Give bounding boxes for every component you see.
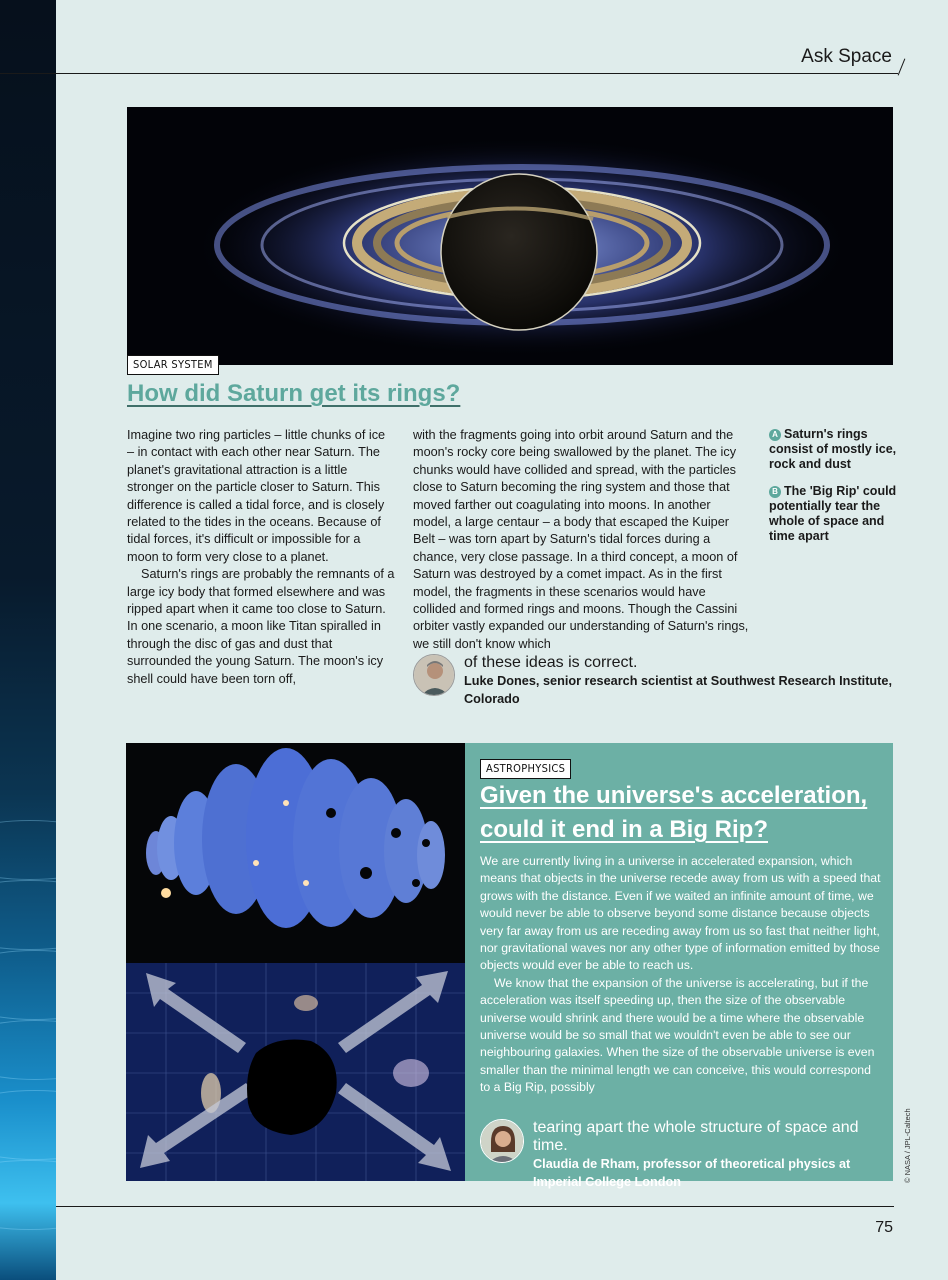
- article2-author-name: Claudia de Rham, professor of theoretical physics at Imperial College London: [533, 1157, 851, 1190]
- article2-paragraph1: We are currently living in a universe in accelerated expansion, which means that objects in the universe recede away from us with a speed that grows with the distance. Even if we waited an infinite amount of time, we would never be able to observe beyond some distance because objects very far away from us are receding away from us so fast that neither light, nor gravitational waves nor any other type of information emitted by those objects would ever be able to reach us.: [480, 854, 881, 973]
- section-title: Ask Space: [801, 46, 892, 67]
- article1-title: How did Saturn get its rings?: [127, 380, 461, 407]
- avatar-portrait-icon: [481, 1120, 524, 1163]
- big-rip-section: [126, 743, 893, 1190]
- page-number: 75: [875, 1219, 893, 1236]
- bottom-rule: [56, 1206, 894, 1207]
- article1-column1: [127, 427, 395, 688]
- captions: [769, 427, 899, 557]
- saturn-illustration: [127, 107, 893, 365]
- side-decoration: [0, 0, 56, 1280]
- caption-a-text: Saturn's rings consist of mostly ice, rock and dust: [769, 427, 897, 471]
- caption-a: [769, 427, 899, 471]
- article1-author: [413, 654, 948, 709]
- saturn-image: [127, 107, 893, 365]
- article2-paragraph2: We know that the expansion of the universe is accelerating, but if the acceleration was itself speeding up, then the size of the observable universe would shrink and there would be a time where the observable universe would be so small that we wouldn't even be able to see our neighbouring galaxies. When the size of the observable universe is even smaller than the minimal length we can conceive, this would correspond to a Big Rip, possibly: [480, 975, 875, 1095]
- article2-author: [480, 1119, 893, 1192]
- caption-a-badge: A: [769, 429, 781, 441]
- author-avatar-luke-dones: [413, 654, 455, 696]
- universe-discs-image: [126, 743, 465, 963]
- article2-ending: tearing apart the whole structure of space and time.: [533, 1119, 859, 1154]
- big-rip-illustration: [126, 963, 465, 1181]
- article1-ending: of these ideas is correct.: [464, 654, 638, 671]
- caption-b: [769, 484, 899, 543]
- article1-paragraph1: Imagine two ring particles – little chunks of ice – in contact with each other near Saturn. The planet's gravitational attraction is a little stronger on the particle closer to Saturn. This difference is called a tidal force, and is closely related to the tides in the oceans. Because of tidal forces, it's difficult or impossible for a moon to form very close to a planet.: [127, 428, 386, 564]
- big-rip-image: [126, 963, 465, 1181]
- article1-column2: [413, 427, 749, 653]
- expansion-discs-illustration: [126, 743, 465, 963]
- top-rule: [0, 73, 898, 74]
- image-credit: © NASA / JPL-Caltech: [903, 1108, 912, 1183]
- avatar-portrait-icon: [414, 655, 455, 696]
- category-tag-solar-system: SOLAR SYSTEM: [127, 355, 219, 375]
- caption-b-badge: B: [769, 486, 781, 498]
- article1-paragraph2: Saturn's rings are probably the remnants of a large icy body that formed elsewhere and was ripped apart when it came too close to Saturn. In one scenario, a moon like Titan spiralled in through the disc of gas and dust that surrounded the young Saturn. The moon's icy shell could have been torn off,: [127, 567, 395, 686]
- article1-author-name: Luke Dones, senior research scientist at Southwest Research Institute, Colorado: [464, 674, 892, 707]
- section-slash: [898, 58, 906, 75]
- article2-body: [480, 853, 882, 1097]
- article2-title: Given the universe's acceleration, could it end in a Big Rip?: [480, 782, 868, 843]
- caption-b-text: The 'Big Rip' could potentially tear the whole of space and time apart: [769, 484, 897, 543]
- article1-paragraph3: with the fragments going into orbit around Saturn and the moon's rocky core being swallowed by the planet. The icy chunks would have collided and spread, with the particles close to Saturn becoming the ring system and those that moved farther out coagulating into moons. In another model, a large centaur – a body that escaped the Kuiper Belt – was torn apart by Saturn's tidal forces during a chance, very close passage. In a third concept, a moon of Saturn was destroyed by a comet impact. As in the first model, the fragments in these scenarios would have collided and formed rings and moons. Though the Cassini orbiter vastly expanded our understanding of Saturn's rings, we still don't know which: [413, 428, 749, 651]
- category-tag-astrophysics: ASTROPHYSICS: [480, 759, 571, 779]
- author-avatar-claudia-de-rham: [480, 1119, 524, 1163]
- big-rip-panel: [465, 743, 893, 1190]
